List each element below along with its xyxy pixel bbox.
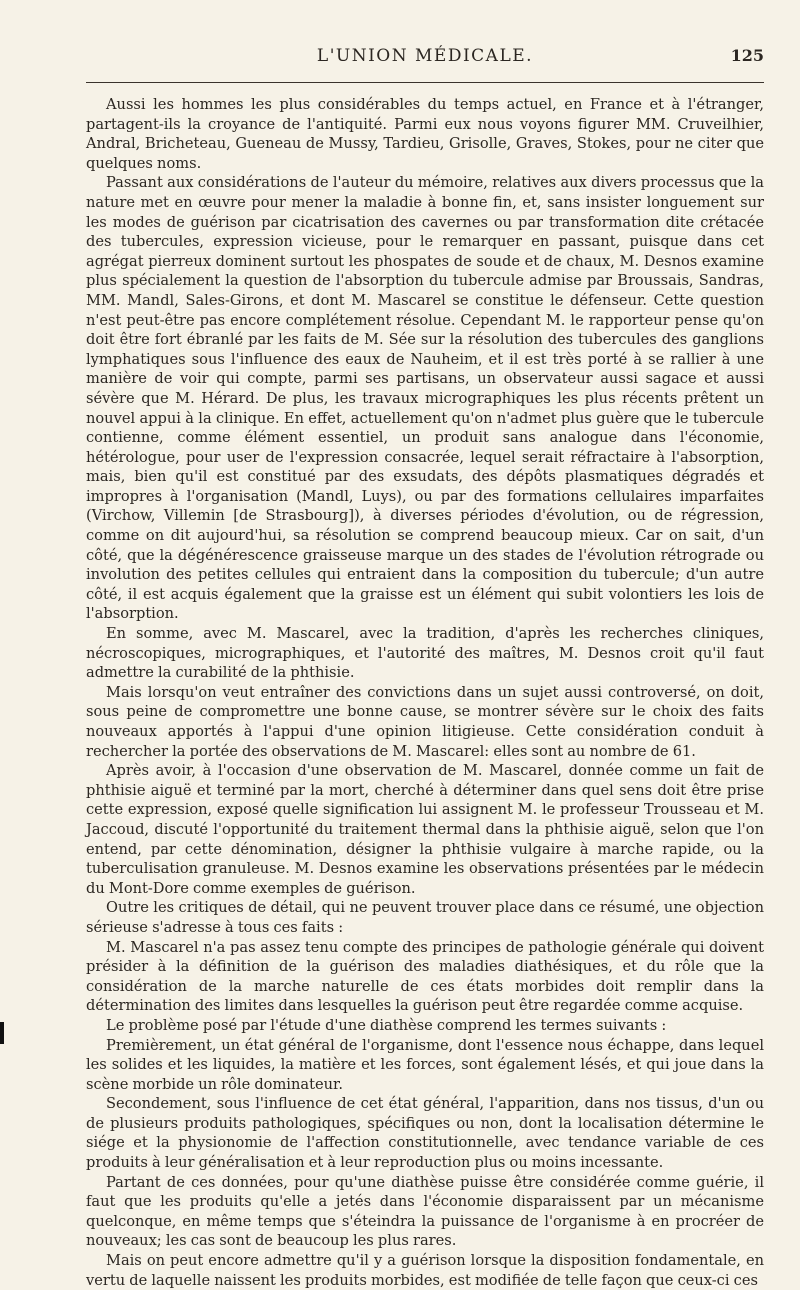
paragraph: Après avoir, à l'occasion d'une observation de M. Mascarel, donnée comme un fait de phthisie aiguë et terminé par la mort, cherché à déterminer dans quel sens doit être prise cette expression, exposé quelle signification lui assignent M. le professeur Trousseau et M. Jaccoud, discuté l'opportunité du traitement thermal dans la phthisie aiguë, selon que l'on entend, par cette dénomination, désigner la phthisie vulgaire à marche rapide, ou la tuberculisation granuleuse. M. Desnos examine les observations présentées par le médecin du Mont-Dore comme exemples de guérison.: [86, 762, 764, 897]
paragraph: Partant de ces données, pour qu'une diathèse puisse être considérée comme guérie, il faut que les produits qu'elle a jetés dans l'économie disparaissent par un mécanisme quelconque, en même temps que s'éteindra la puissance de l'organisme à en procréer de nouveaux; les cas sont de beaucoup les plus rares.: [86, 1173, 764, 1250]
paragraph: Outre les critiques de détail, qui ne peuvent trouver place dans ce résumé, une objection sérieuse s'adresse à tous ces faits :: [86, 899, 764, 936]
paragraph: Mais lorsqu'on veut entraîner des convictions dans un sujet aussi controversé, on doit, sous peine de compromettre une bonne cause, se montrer sévère sur le choix des faits nouveaux apportés à l'appui d'une opinion litigieuse. Cette considération conduit à rechercher la portée des observations de M. Mascarel: elles sont au nombre de 61.: [86, 683, 764, 760]
paragraph: Mais on peut encore admettre qu'il y a guérison lorsque la disposition fondamentale, en vertu de laquelle naissent les produits morbides, est modifiée de telle façon que ceux-ci ces: [86, 1252, 764, 1289]
body-text: [86, 95, 764, 1290]
paragraph: En somme, avec M. Mascarel, avec la tradition, d'après les recherches cliniques, nécroscopiques, micrographiques, et l'autorité des maîtres, M. Desnos croit qu'il faut admettre la curabilité de la phthisie.: [86, 625, 764, 682]
paragraph: M. Mascarel n'a pas assez tenu compte des principes de pathologie générale qui doivent présider à la définition de la guérison des maladies diathésiques, et du rôle que la considération de la marche naturelle de ces états morbides doit remplir dans la détermination des limites dans lesquelles la guérison peut être regardée comme acquise.: [86, 938, 764, 1015]
paragraph: Aussi les hommes les plus considérables du temps actuel, en France et à l'étranger, partagent-ils la croyance de l'antiquité. Parmi eux nous voyons figurer MM. Cruveilhier, Andral, Bricheteau, Gueneau de Mussy, Tardieu, Grisolle, Graves, Stokes, pour ne citer que quelques noms.: [86, 96, 764, 172]
running-title: L'UNION MÉDICALE.: [316, 46, 534, 66]
paragraph: Le problème posé par l'étude d'une diathèse comprend les termes suivants :: [106, 1016, 667, 1034]
paragraph: Secondement, sous l'influence de cet état général, l'apparition, dans nos tissus, d'un ou de plusieurs produits pathologiques, spécifiques ou non, dont la localisation détermine le siége et la physionomie de l'affection constitutionnelle, avec tendance variable de ces produits à leur généralisation et à leur reproduction plus ou moins incessante.: [86, 1095, 764, 1172]
paragraph: Passant aux considérations de l'auteur du mémoire, relatives aux divers processus que la nature met en œuvre pour mener la maladie à bonne fin, et, sans insister longuement sur les modes de guérison par cicatrisation des cavernes ou par transformation dite crétacée des tubercules, expression vicieuse, pour le remarquer en passant, puisque dans cet agrégat pierreux dominent surtout les phospates de soude et de chaux, M. Desnos examine plus spécialement la question de l'absorption du tubercule admise par Broussais, Sandras, MM. Mandl, Sales-Girons, et dont M. Mascarel se constitue le défenseur. Cette question n'est peut-être pas encore complétement résolue. Cependant M. le rapporteur pense qu'on doit être fort ébranlé par les faits de M. Sée sur la résolution des tubercules des ganglions lymphatiques sous l'influence des eaux de Nauheim, et il est très porté à se rallier à une manière de voir qui compte, parmi ses partisans, un observateur aussi sagace et aussi sévère que M. Hérard. De plus, les travaux micrographiques les plus récents prêtent un nouvel appui à la clinique. En effet, actuellement qu'on n'admet plus guère que le tubercule contienne, comme élément essentiel, un produit sans analogue dans l'économie, hétérologue, pour user de l'expression consacrée, lequel serait réfractaire à l'absorption, mais, bien qu'il est constitué par des exsudats, des dépôts plasmatiques dégradés et impropres à l'organisation (Mandl, Luys), ou par des formations cellulaires imparfaites (Virchow, Villemin [de Strasbourg]), à diverses périodes d'évolution, ou de régression, comme on dit aujourd'hui, sa résolution se comprend beaucoup mieux. Car on sait, d'un côté, que la dégénérescence graisseuse marque un des stades de l'évolution rétrograde ou involution des petites cellules qui entraient dans la composition du tubercule; d'un autre côté, il est acquis également que la graisse est un élément qui subit volontiers les lois de l'absorption.: [86, 174, 764, 623]
header-rule: [86, 82, 764, 83]
page-number: 125: [730, 46, 764, 65]
page-header: [86, 44, 764, 74]
scan-edge-mark: [0, 1022, 4, 1044]
paragraph: Premièrement, un état général de l'organisme, dont l'essence nous échappe, dans lequel les solides et les liquides, la matière et les forces, sont également lésés, et qui joue dans la scène morbide un rôle dominateur.: [86, 1036, 764, 1093]
document-page: [86, 44, 764, 1290]
